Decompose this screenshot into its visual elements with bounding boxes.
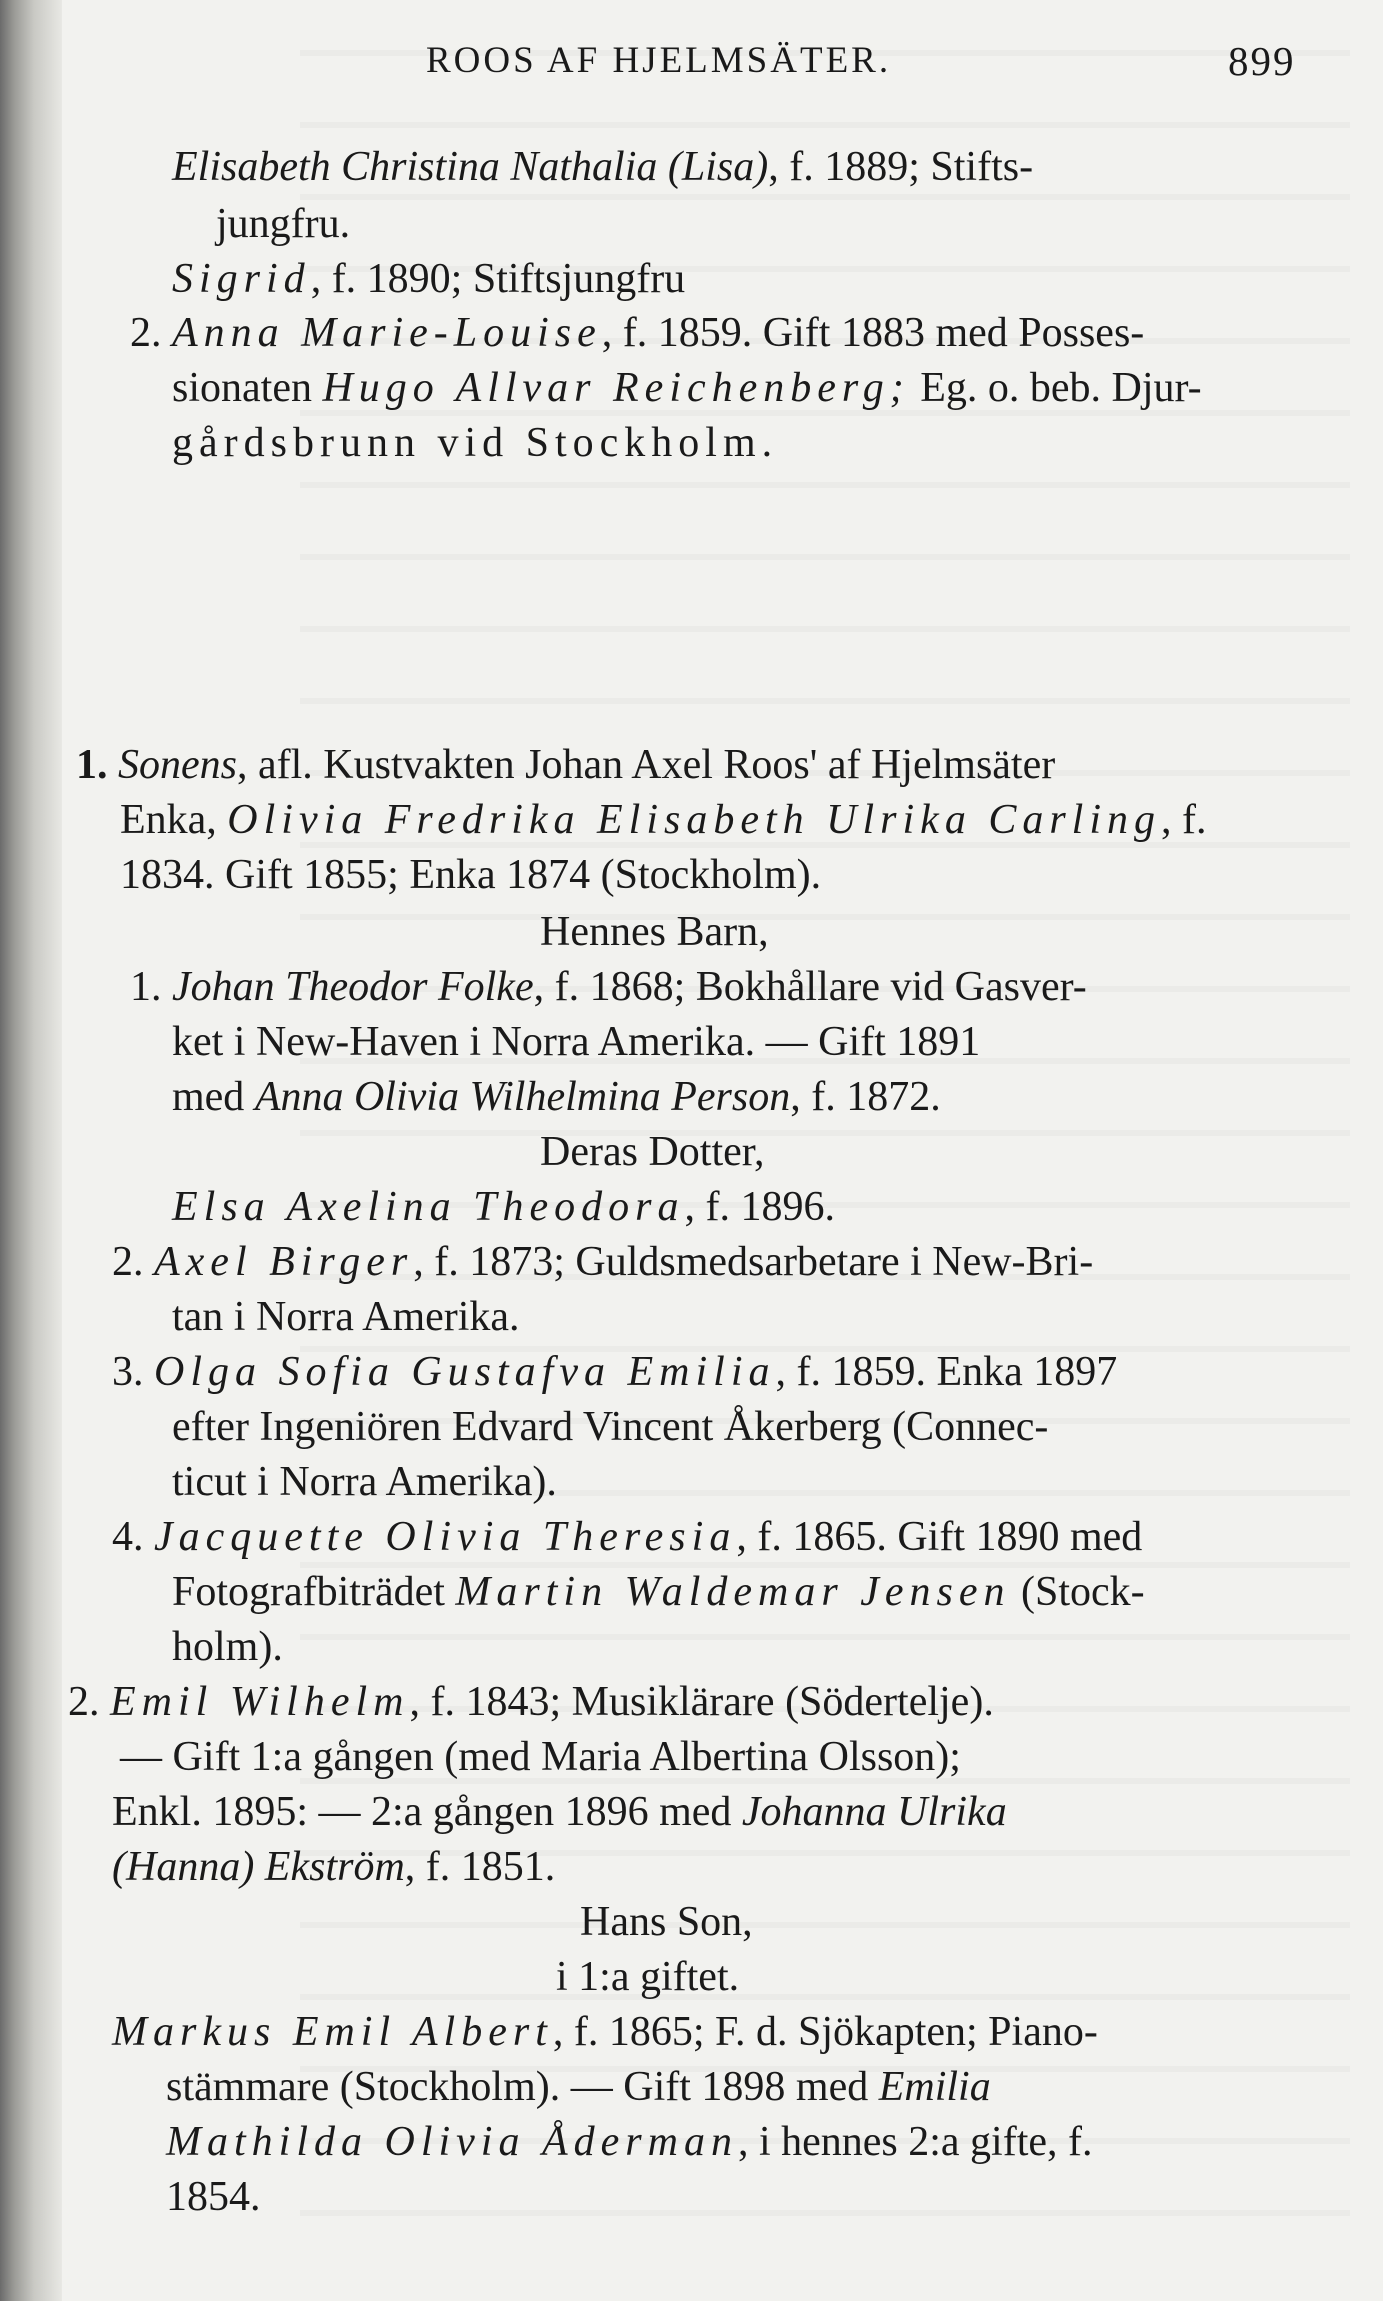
entry-name: Olivia Fredrika Elisabeth Ulrika Carling bbox=[227, 797, 1162, 843]
page-number: 899 bbox=[1228, 38, 1296, 84]
entry-name: Axel Birger bbox=[154, 1239, 414, 1285]
entry-olga-cont: efter Ingeniören Edvard Vincent Åkerberg (Connec- bbox=[172, 1404, 1049, 1450]
entry-folke-cont2: med Anna Olivia Wilhelmina Person, f. 1872. bbox=[172, 1074, 941, 1120]
entry-emil-cont3: (Hanna) Ekström, f. 1851. bbox=[112, 1844, 556, 1890]
subsection-heading: Deras Dotter, bbox=[540, 1129, 765, 1175]
entry-markus-cont: stämmare (Stockholm). — Gift 1898 med Emilia bbox=[166, 2064, 991, 2110]
spouse-name: Johanna Ulrika bbox=[741, 1789, 1007, 1835]
entry-lisa: Elisabeth Christina Nathalia (Lisa), f. 1889; Stifts- bbox=[172, 144, 1034, 190]
spouse-name: Anna Olivia Wilhelmina Person bbox=[254, 1074, 791, 1120]
entry-name: Olga Sofia Gustafva Emilia bbox=[154, 1349, 776, 1395]
entry-lisa-cont: jungfru. bbox=[216, 201, 351, 247]
entry-name: Jacquette Olivia Theresia bbox=[154, 1514, 737, 1560]
spouse-name: (Hanna) Ekström bbox=[112, 1844, 405, 1890]
entry-jacquette-cont2: holm). bbox=[172, 1624, 283, 1670]
entry-label: Sonens bbox=[118, 742, 237, 788]
entry-jacquette: 4. Jacquette Olivia Theresia, f. 1865. Gift 1890 med bbox=[112, 1514, 1143, 1560]
entry-emil-cont: — Gift 1:a gången (med Maria Albertina Olsson); bbox=[120, 1734, 961, 1780]
entry-olga-cont2: ticut i Norra Amerika). bbox=[172, 1459, 557, 1505]
entry-name: Markus Emil Albert bbox=[112, 2009, 553, 2055]
entry-elsa: Elsa Axelina Theodora, f. 1896. bbox=[172, 1184, 836, 1230]
entry-jacquette-cont: Fotografbiträdet Martin Waldemar Jensen (Stock- bbox=[172, 1569, 1145, 1615]
entry-markus-cont3: 1854. bbox=[166, 2174, 261, 2220]
entry-sonens-cont: Enka, Olivia Fredrika Elisabeth Ulrika Carling, f. bbox=[120, 797, 1207, 843]
entry-sonens: 1. Sonens, afl. Kustvakten Johan Axel Roos' af Hjelmsäter bbox=[76, 742, 1056, 788]
spouse-name: Hugo Allvar Reichenberg; bbox=[322, 365, 910, 411]
entry-name: Elisabeth Christina Nathalia (Lisa) bbox=[172, 144, 769, 190]
entry-name: Emil Wilhelm bbox=[110, 1679, 410, 1725]
entry-markus: Markus Emil Albert, f. 1865; F. d. Sjökapten; Piano- bbox=[112, 2009, 1098, 2055]
entry-anna: 2. Anna Marie-Louise, f. 1859. Gift 1883 med Posses- bbox=[130, 310, 1145, 356]
entry-name: Anna Marie-Louise bbox=[172, 310, 602, 356]
subsection-heading: Hans Son, bbox=[580, 1899, 753, 1945]
entry-birger-cont: tan i Norra Amerika. bbox=[172, 1294, 520, 1340]
entry-folke-cont: ket i New-Haven i Norra Amerika. — Gift 1891 bbox=[172, 1019, 981, 1065]
entry-birger: 2. Axel Birger, f. 1873; Guldsmedsarbetare i New-Bri- bbox=[112, 1239, 1094, 1285]
entry-name: Sigrid bbox=[172, 256, 311, 302]
entry-folke: 1. Johan Theodor Folke, f. 1868; Bokhållare vid Gasver- bbox=[130, 964, 1087, 1010]
entry-emil-cont2: Enkl. 1895: — 2:a gången 1896 med Johanna Ulrika bbox=[112, 1789, 1007, 1835]
entry-olga: 3. Olga Sofia Gustafva Emilia, f. 1859. Enka 1897 bbox=[112, 1349, 1118, 1395]
spouse-name: Emilia bbox=[878, 2064, 991, 2110]
entry-anna-cont: sionaten Hugo Allvar Reichenberg; Eg. o. beb. Djur- bbox=[172, 365, 1202, 411]
entry-emil: 2. Emil Wilhelm, f. 1843; Musiklärare (Södertelje). bbox=[68, 1679, 994, 1725]
entry-anna-cont2: gårdsbrunn vid Stockholm. bbox=[172, 420, 779, 466]
entry-name: Johan Theodor Folke bbox=[172, 964, 534, 1010]
entry-sigrid: Sigrid, f. 1890; Stiftsjungfru bbox=[172, 256, 686, 302]
spouse-name: Mathilda Olivia Åderman bbox=[166, 2119, 738, 2165]
subsection-heading: Hennes Barn, bbox=[540, 909, 769, 955]
running-header-title: ROOS AF HJELMSÄTER. bbox=[426, 40, 892, 81]
spouse-name: Martin Waldemar Jensen bbox=[455, 1569, 1011, 1615]
entry-markus-cont2: Mathilda Olivia Åderman, i hennes 2:a gifte, f. bbox=[166, 2119, 1093, 2165]
subsection-subheading: i 1:a giftet. bbox=[556, 1954, 740, 2000]
entry-name: Elsa Axelina Theodora bbox=[172, 1184, 685, 1230]
entry-sonens-cont2: 1834. Gift 1855; Enka 1874 (Stockholm). bbox=[120, 852, 822, 898]
